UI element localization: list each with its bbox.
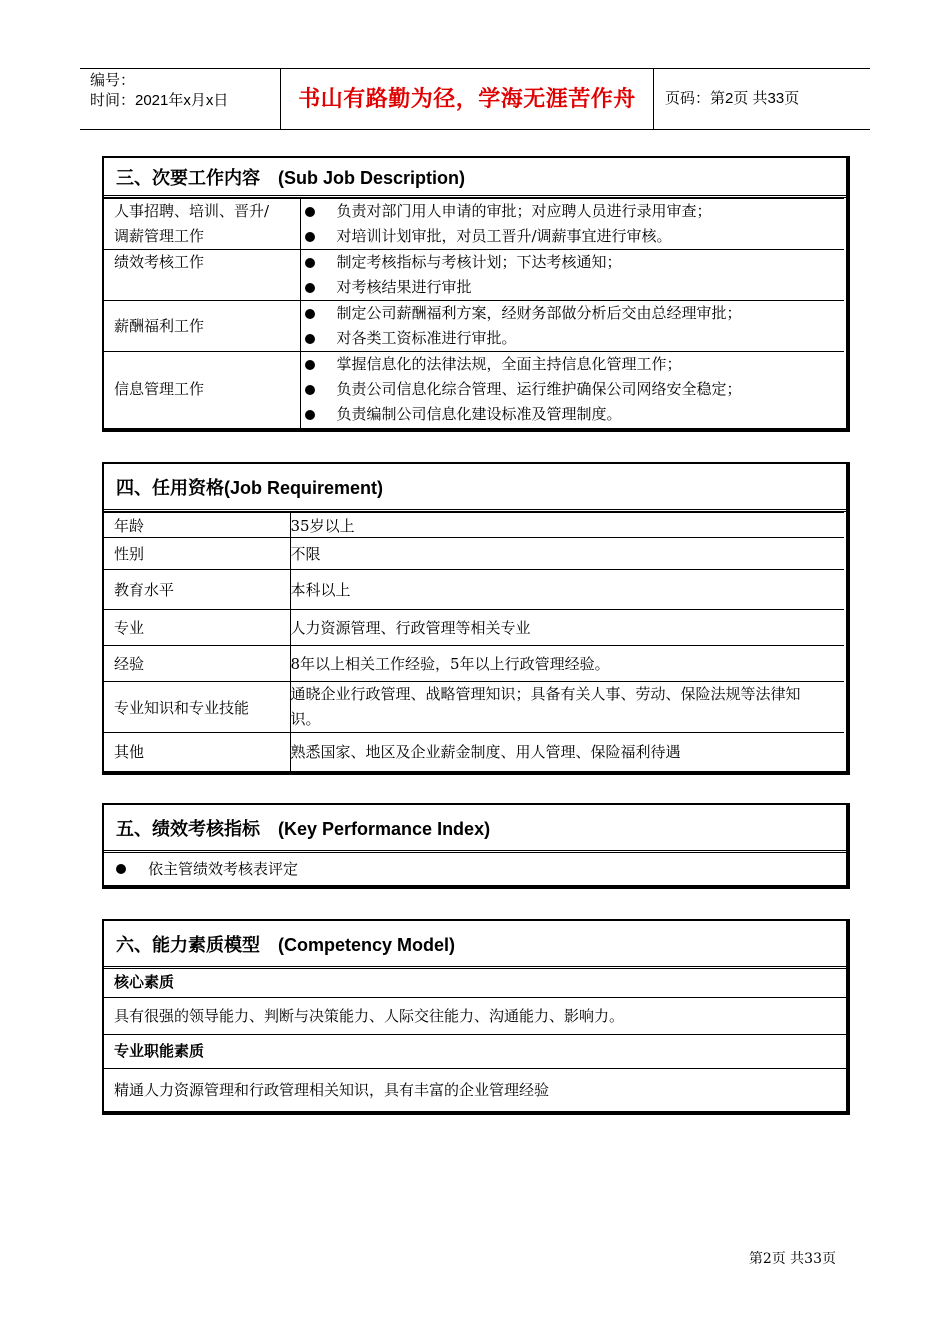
bullet-icon — [305, 207, 315, 217]
table-row — [104, 352, 844, 428]
table-row — [104, 250, 844, 301]
duty-name — [104, 199, 300, 250]
requirement-key: 教育水平 — [104, 570, 290, 610]
sub-job-table — [104, 198, 844, 428]
core-competency-label: 核心素质 — [104, 969, 846, 998]
table-row — [104, 610, 844, 646]
duty-item-text: 负责对部门用人申请的审批；对应聘人员进行录用审查； — [336, 202, 712, 220]
duty-items — [300, 250, 844, 301]
duty-name-line: 人事招聘、培训、晋升/ — [114, 202, 270, 220]
bullet-icon — [305, 283, 315, 293]
duty-name: 绩效考核工作 — [104, 250, 300, 301]
header-page-label: 页码：第2页 共33页 — [665, 90, 800, 107]
requirement-value — [290, 682, 844, 733]
kpi-title-en: (Key Performance Index) — [278, 819, 491, 839]
list-item — [301, 250, 845, 275]
header-code-label: 编号： — [90, 72, 136, 89]
professional-competency-text: 精通人力资源管理和行政管理相关知识，具有丰富的企业管理经验 — [114, 1081, 550, 1099]
bullet-icon — [116, 864, 126, 874]
requirement-value-line: 识。 — [290, 710, 321, 728]
professional-competency-label: 专业职能素质 — [104, 1035, 846, 1069]
table-row — [104, 538, 844, 570]
duty-items — [300, 199, 844, 250]
requirement-table — [104, 512, 844, 771]
sub-job-title — [104, 158, 846, 198]
bullet-icon — [305, 410, 315, 420]
duty-item-text: 制定考核指标与考核计划；下达考核通知； — [336, 253, 622, 271]
bullet-icon — [305, 360, 315, 370]
requirement-value-line: 通晓企业行政管理、战略管理知识；具备有关人事、劳动、保险法规等法律知 — [290, 685, 801, 703]
bullet-icon — [305, 232, 315, 242]
requirement-title-cn: 四、任用资格 — [116, 478, 224, 498]
competency-title-en: (Competency Model) — [278, 935, 456, 955]
table-row — [104, 301, 844, 352]
table-row — [104, 646, 844, 682]
duty-item-text: 负责公司信息化综合管理、运行维护确保公司网络安全稳定； — [336, 380, 742, 399]
requirement-key: 专业 — [104, 610, 290, 646]
duty-item-text: 对考核结果进行审批 — [336, 278, 472, 296]
table-row — [104, 682, 844, 733]
requirement-value: 不限 — [290, 538, 844, 570]
bullet-icon — [305, 258, 315, 268]
list-item — [301, 377, 845, 402]
kpi-item-text: 依主管绩效考核表评定 — [148, 860, 299, 878]
page-header — [80, 68, 870, 130]
duty-item-text: 对培训计划审批，对员工晋升/调薪事宜进行审核。 — [336, 227, 672, 245]
requirement-value: 8年以上相关工作经验，5年以上行政管理经验。 — [290, 646, 844, 682]
list-item — [301, 352, 845, 377]
table-row — [104, 570, 844, 610]
requirement-section — [102, 462, 850, 775]
duty-items — [300, 352, 844, 428]
requirement-key: 其他 — [104, 733, 290, 771]
table-row — [104, 733, 844, 771]
requirement-key: 性别 — [104, 538, 290, 570]
requirement-key: 经验 — [104, 646, 290, 682]
requirement-value: 本科以上 — [290, 570, 844, 610]
requirement-key: 年龄 — [104, 513, 290, 538]
list-item — [301, 402, 845, 427]
bullet-icon — [305, 385, 315, 395]
duty-name: 薪酬福利工作 — [104, 301, 300, 352]
header-time-label: 时间：2021年x月x日 — [90, 92, 229, 109]
competency-title — [104, 921, 846, 969]
competency-title-cn: 六、能力素质模型 — [116, 935, 260, 955]
sub-job-section — [102, 156, 850, 432]
sub-job-title-en: (Sub Job Description) — [278, 168, 466, 188]
competency-section — [102, 919, 850, 1115]
list-item — [301, 275, 845, 300]
table-row — [104, 199, 844, 250]
kpi-title — [104, 805, 846, 853]
list-item — [301, 326, 845, 351]
requirement-key: 专业知识和专业技能 — [104, 682, 290, 733]
list-item — [301, 199, 845, 224]
requirement-value: 35岁以上 — [290, 513, 844, 538]
duty-items — [300, 301, 844, 352]
requirement-value: 人力资源管理、行政管理等相关专业 — [290, 610, 844, 646]
list-item — [104, 853, 846, 885]
requirement-title — [104, 464, 846, 512]
duty-item-text: 对各类工资标准进行审批。 — [336, 329, 517, 347]
duty-item-text: 掌握信息化的法律法规，全面主持信息化管理工作； — [336, 355, 682, 374]
list-item — [301, 301, 845, 326]
requirement-title-en: (Job Requirement) — [224, 478, 384, 498]
list-item — [301, 224, 845, 249]
bullet-icon — [305, 309, 315, 319]
duty-item-text: 制定公司薪酬福利方案，经财务部做分析后交由总经理审批； — [336, 304, 742, 322]
header-motto: 书山有路勤为径，学海无涯苦作舟 — [281, 69, 654, 129]
kpi-title-cn: 五、绩效考核指标 — [116, 819, 260, 839]
sub-job-title-cn: 三、次要工作内容 — [116, 168, 260, 188]
duty-name: 信息管理工作 — [104, 352, 300, 428]
page-footer: 第2页 共33页 — [748, 1251, 836, 1267]
table-row — [104, 513, 844, 538]
core-competency-text: 具有很强的领导能力、判断与决策能力、人际交往能力、沟通能力、影响力。 — [104, 998, 846, 1035]
requirement-value: 熟悉国家、地区及企业薪金制度、用人管理、保险福利待遇 — [290, 733, 844, 771]
bullet-icon — [305, 334, 315, 344]
duty-name-line: 调薪管理工作 — [114, 227, 205, 245]
header-meta — [80, 69, 281, 129]
kpi-section — [102, 803, 850, 889]
duty-item-text: 负责编制公司信息化建设标准及管理制度。 — [336, 405, 622, 424]
